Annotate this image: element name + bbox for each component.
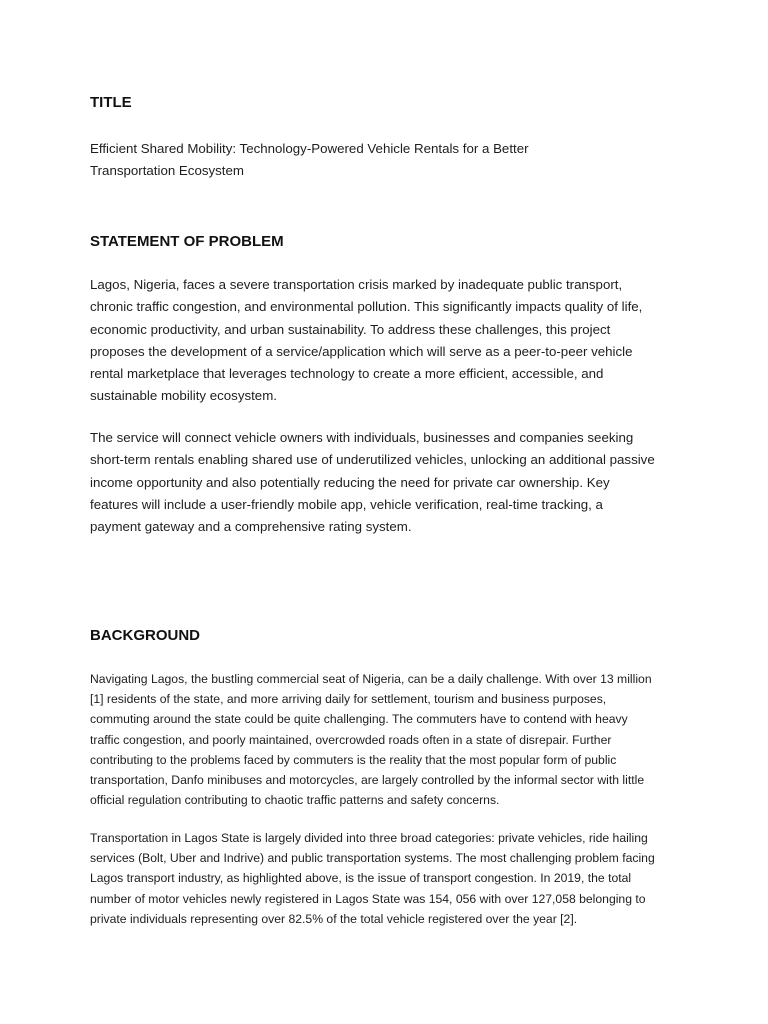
paragraph-line: services (Bolt, Uber and Indrive) and public transportation systems. The most challenging problem facing (90, 851, 655, 866)
problem-heading: STATEMENT OF PROBLEM (90, 233, 284, 250)
paragraph-line: chronic traffic congestion, and environmental pollution. This significantly impacts quality of life, (90, 299, 643, 315)
paragraph-line: rental marketplace that leverages technology to create a more efficient, accessible, and (90, 366, 604, 382)
background-heading: BACKGROUND (90, 627, 200, 644)
paragraph-line: transportation, Danfo minibuses and motorcycles, are largely controlled by the informal sector with little (90, 773, 645, 788)
paragraph-line: commuting around the state could be quite challenging. The commuters have to contend with heavy (90, 712, 628, 727)
paragraph-line: features will include a user-friendly mobile app, vehicle verification, real-time tracking, a (90, 496, 603, 512)
problem-paragraph-2 (90, 427, 690, 538)
background-paragraph-1 (90, 669, 690, 810)
paragraph-line: payment gateway and a comprehensive rating system. (90, 519, 412, 535)
paragraph-line: number of motor vehicles newly registered in Lagos State was 154, 056 with over 127,058 belonging to (90, 891, 646, 906)
paragraph-line: traffic congestion, and poorly maintained, overcrowded roads often in a state of disrepair. Further (90, 732, 612, 747)
title-text (90, 138, 690, 183)
paragraph-line: private individuals representing over 82.5% of the total vehicle registered over the year [2]. (90, 911, 578, 926)
paragraph-line: [1] residents of the state, and more arriving daily for settlement, tourism and business purposes, (90, 692, 607, 707)
paragraph-line: official regulation contributing to chaotic traffic patterns and safety concerns. (90, 793, 500, 808)
paragraph-line: income opportunity and also potentially reducing the need for private car ownership. Key (90, 474, 610, 490)
title-line: Transportation Ecosystem (90, 163, 244, 179)
paragraph-line: Lagos, Nigeria, faces a severe transportation crisis marked by inadequate public transport, (90, 277, 623, 292)
paragraph-line: sustainable mobility ecosystem. (90, 388, 277, 404)
title-line: Efficient Shared Mobility: Technology-Powered Vehicle Rentals for a Better (90, 141, 529, 156)
paragraph-line: contributing to the problems faced by commuters is the reality that the most popular form of public (90, 752, 617, 767)
paragraph-line: proposes the development of a service/application which will serve as a peer-to-peer vehicle (90, 343, 633, 359)
title-heading: TITLE (90, 94, 132, 111)
problem-paragraph-1 (90, 274, 690, 408)
paragraph-line: short-term rentals enabling shared use of underutilized vehicles, unlocking an additional passive (90, 452, 655, 468)
paragraph-line: Transportation in Lagos State is largely divided into three broad categories: private vehicles, ride hailing (90, 831, 648, 845)
paragraph-line: Navigating Lagos, the bustling commercial seat of Nigeria, can be a daily challenge. With over 13 million (90, 672, 652, 686)
paragraph-line: The service will connect vehicle owners with individuals, businesses and companies seeking (90, 430, 634, 445)
background-paragraph-2 (90, 828, 690, 929)
paragraph-line: economic productivity, and urban sustainability. To address these challenges, this project (90, 321, 611, 337)
paragraph-line: Lagos transport industry, as highlighted above, is the issue of transport congestion. In 2019, the total (90, 871, 632, 886)
